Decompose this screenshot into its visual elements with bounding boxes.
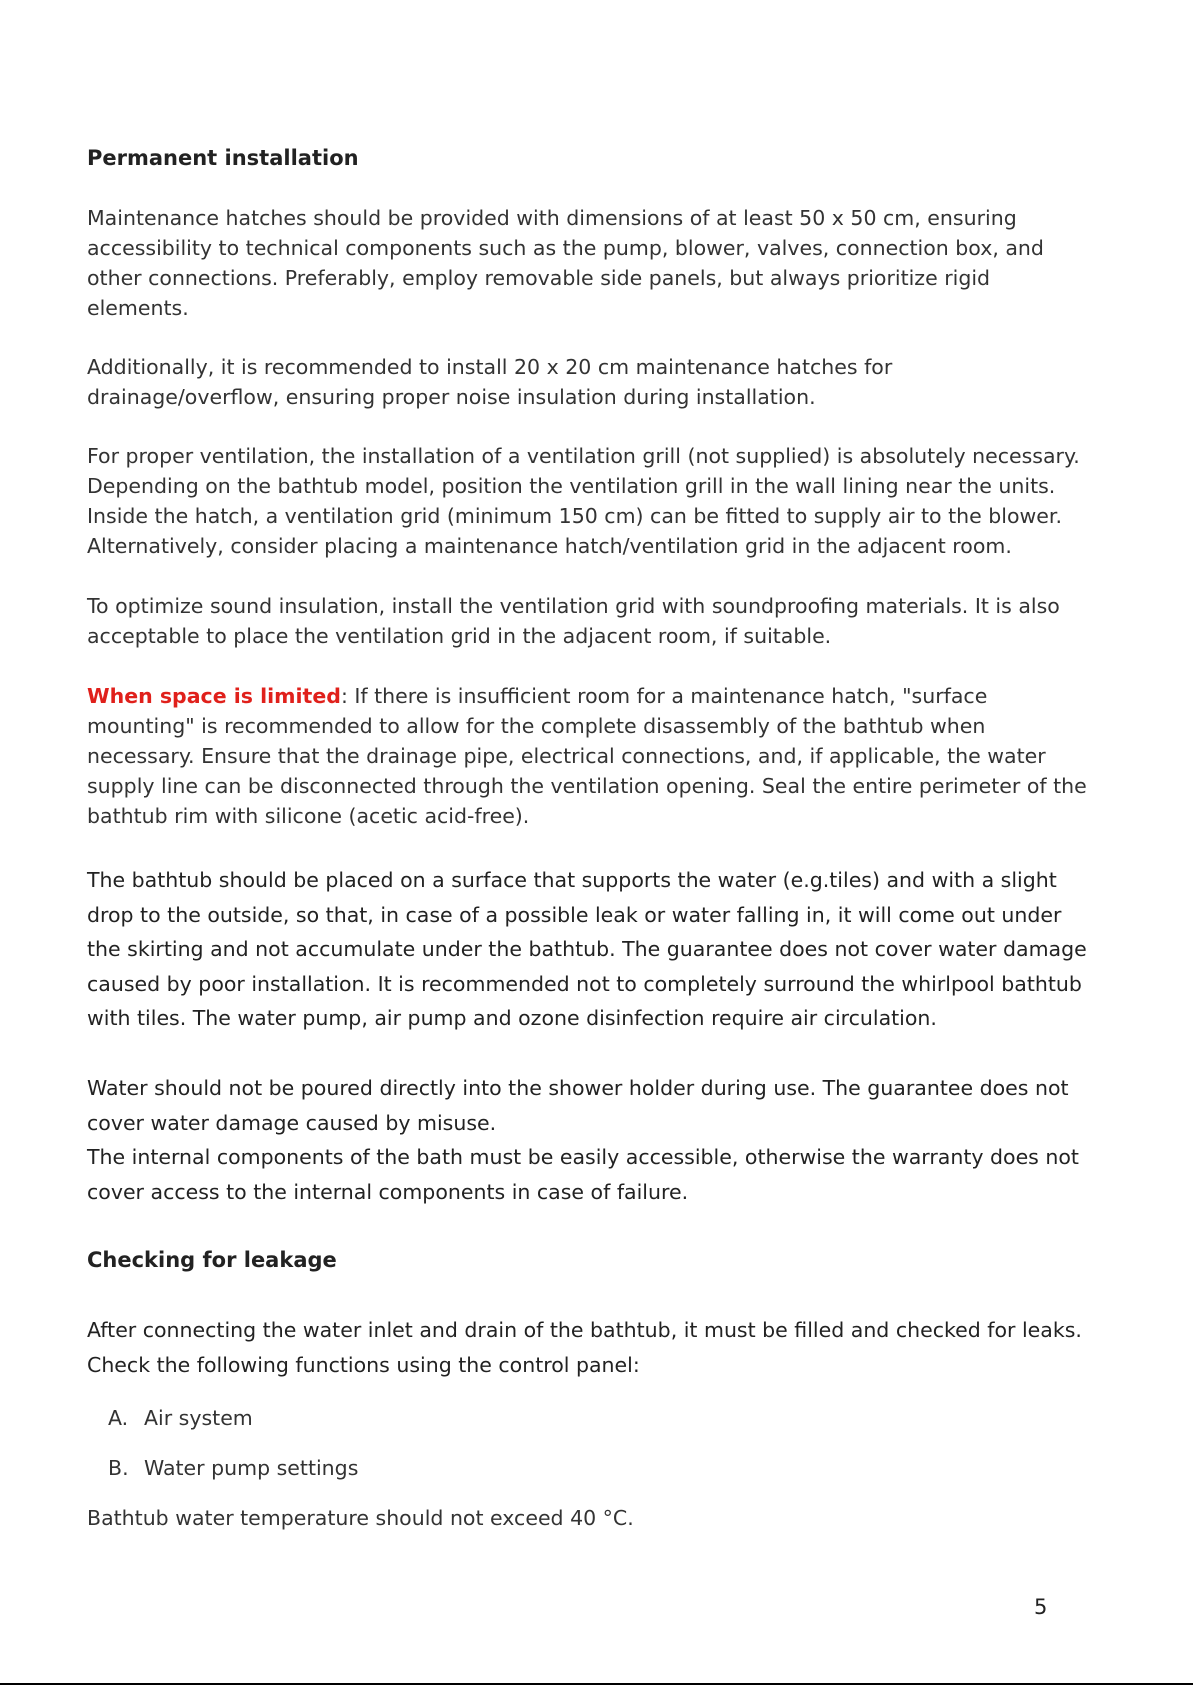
paragraph-leak-check: After connecting the water inlet and drain of the bathtub, it must be filled and checked for leaks. Check the following functions using the control panel: bbox=[87, 1318, 1082, 1377]
limited-space-text: : If there is insufficient room for a maintenance hatch, "surface mounting" is recommended to allow for the complete disassembly of the bathtub when necessary. Ensure that the drainage pipe, electrical connections, and, if applicable, the water supply line can be disconnected through the ventilation opening. Seal the entire perimeter of the bathtub rim with silicone (acetic acid-free). bbox=[87, 684, 1087, 828]
paragraph-additional-hatches: Additionally, it is recommended to install 20 x 20 cm maintenance hatches for drainage/overflow, ensuring proper noise insulation during installation. bbox=[87, 355, 893, 409]
paragraph-ventilation: For proper ventilation, the installation of a ventilation grill (not supplied) is absolutely necessary. Depending on the bathtub model, position the ventilation grill in the wall lining near the units. Inside the hatch, a ventilation grid (minimum 150 cm) can be fitted to supply air to the blower. Alternatively, consider placing a maintenance hatch/ventilation grid in the adjacent room. bbox=[87, 444, 1080, 558]
paragraph-maintenance-hatches: Maintenance hatches should be provided with dimensions of at least 50 x 50 cm, ensuring accessibility to technical components such as the pump, blower, valves, connection box, and other connections. Preferably, employ removable side panels, but always prioritize rigid elements. bbox=[87, 206, 1044, 320]
list-marker: A. bbox=[108, 1406, 129, 1430]
section-heading-permanent-installation: Permanent installation bbox=[87, 146, 359, 170]
paragraph-shower-holder: Water should not be poured directly into the shower holder during use. The guarantee does not cover water damage caused by misuse. bbox=[87, 1076, 1069, 1135]
list-item-text: Water pump settings bbox=[144, 1456, 359, 1480]
paragraph-sound-insulation: To optimize sound insulation, install the ventilation grid with soundproofing materials. It is also acceptable to place the ventilation grid in the adjacent room, if suitable. bbox=[87, 594, 1060, 648]
paragraph-internal-components: The internal components of the bath must be easily accessible, otherwise the warranty does not cover access to the internal components in case of failure. bbox=[87, 1145, 1079, 1204]
page-number: 5 bbox=[1034, 1595, 1048, 1619]
list-marker: B. bbox=[108, 1456, 129, 1480]
list-item-text: Air system bbox=[144, 1406, 253, 1430]
list-item bbox=[87, 1403, 253, 1433]
section-heading-checking-leakage: Checking for leakage bbox=[87, 1248, 337, 1272]
paragraph-water-temperature: Bathtub water temperature should not exceed 40 °C. bbox=[87, 1506, 634, 1530]
paragraph-bathtub-placement: The bathtub should be placed on a surface that supports the water (e.g.tiles) and with a slight drop to the outside, so that, in case of a possible leak or water falling in, it will come out under the skirting and not accumulate under the bathtub. The guarantee does not cover water damage caused by poor installation. It is recommended not to completely surround the whirlpool bathtub with tiles. The water pump, air pump and ozone disinfection require air circulation. bbox=[87, 868, 1087, 1030]
list-item bbox=[87, 1453, 358, 1483]
paragraph-limited-space bbox=[87, 681, 1087, 831]
highlight-when-space-limited: When space is limited bbox=[87, 684, 341, 708]
